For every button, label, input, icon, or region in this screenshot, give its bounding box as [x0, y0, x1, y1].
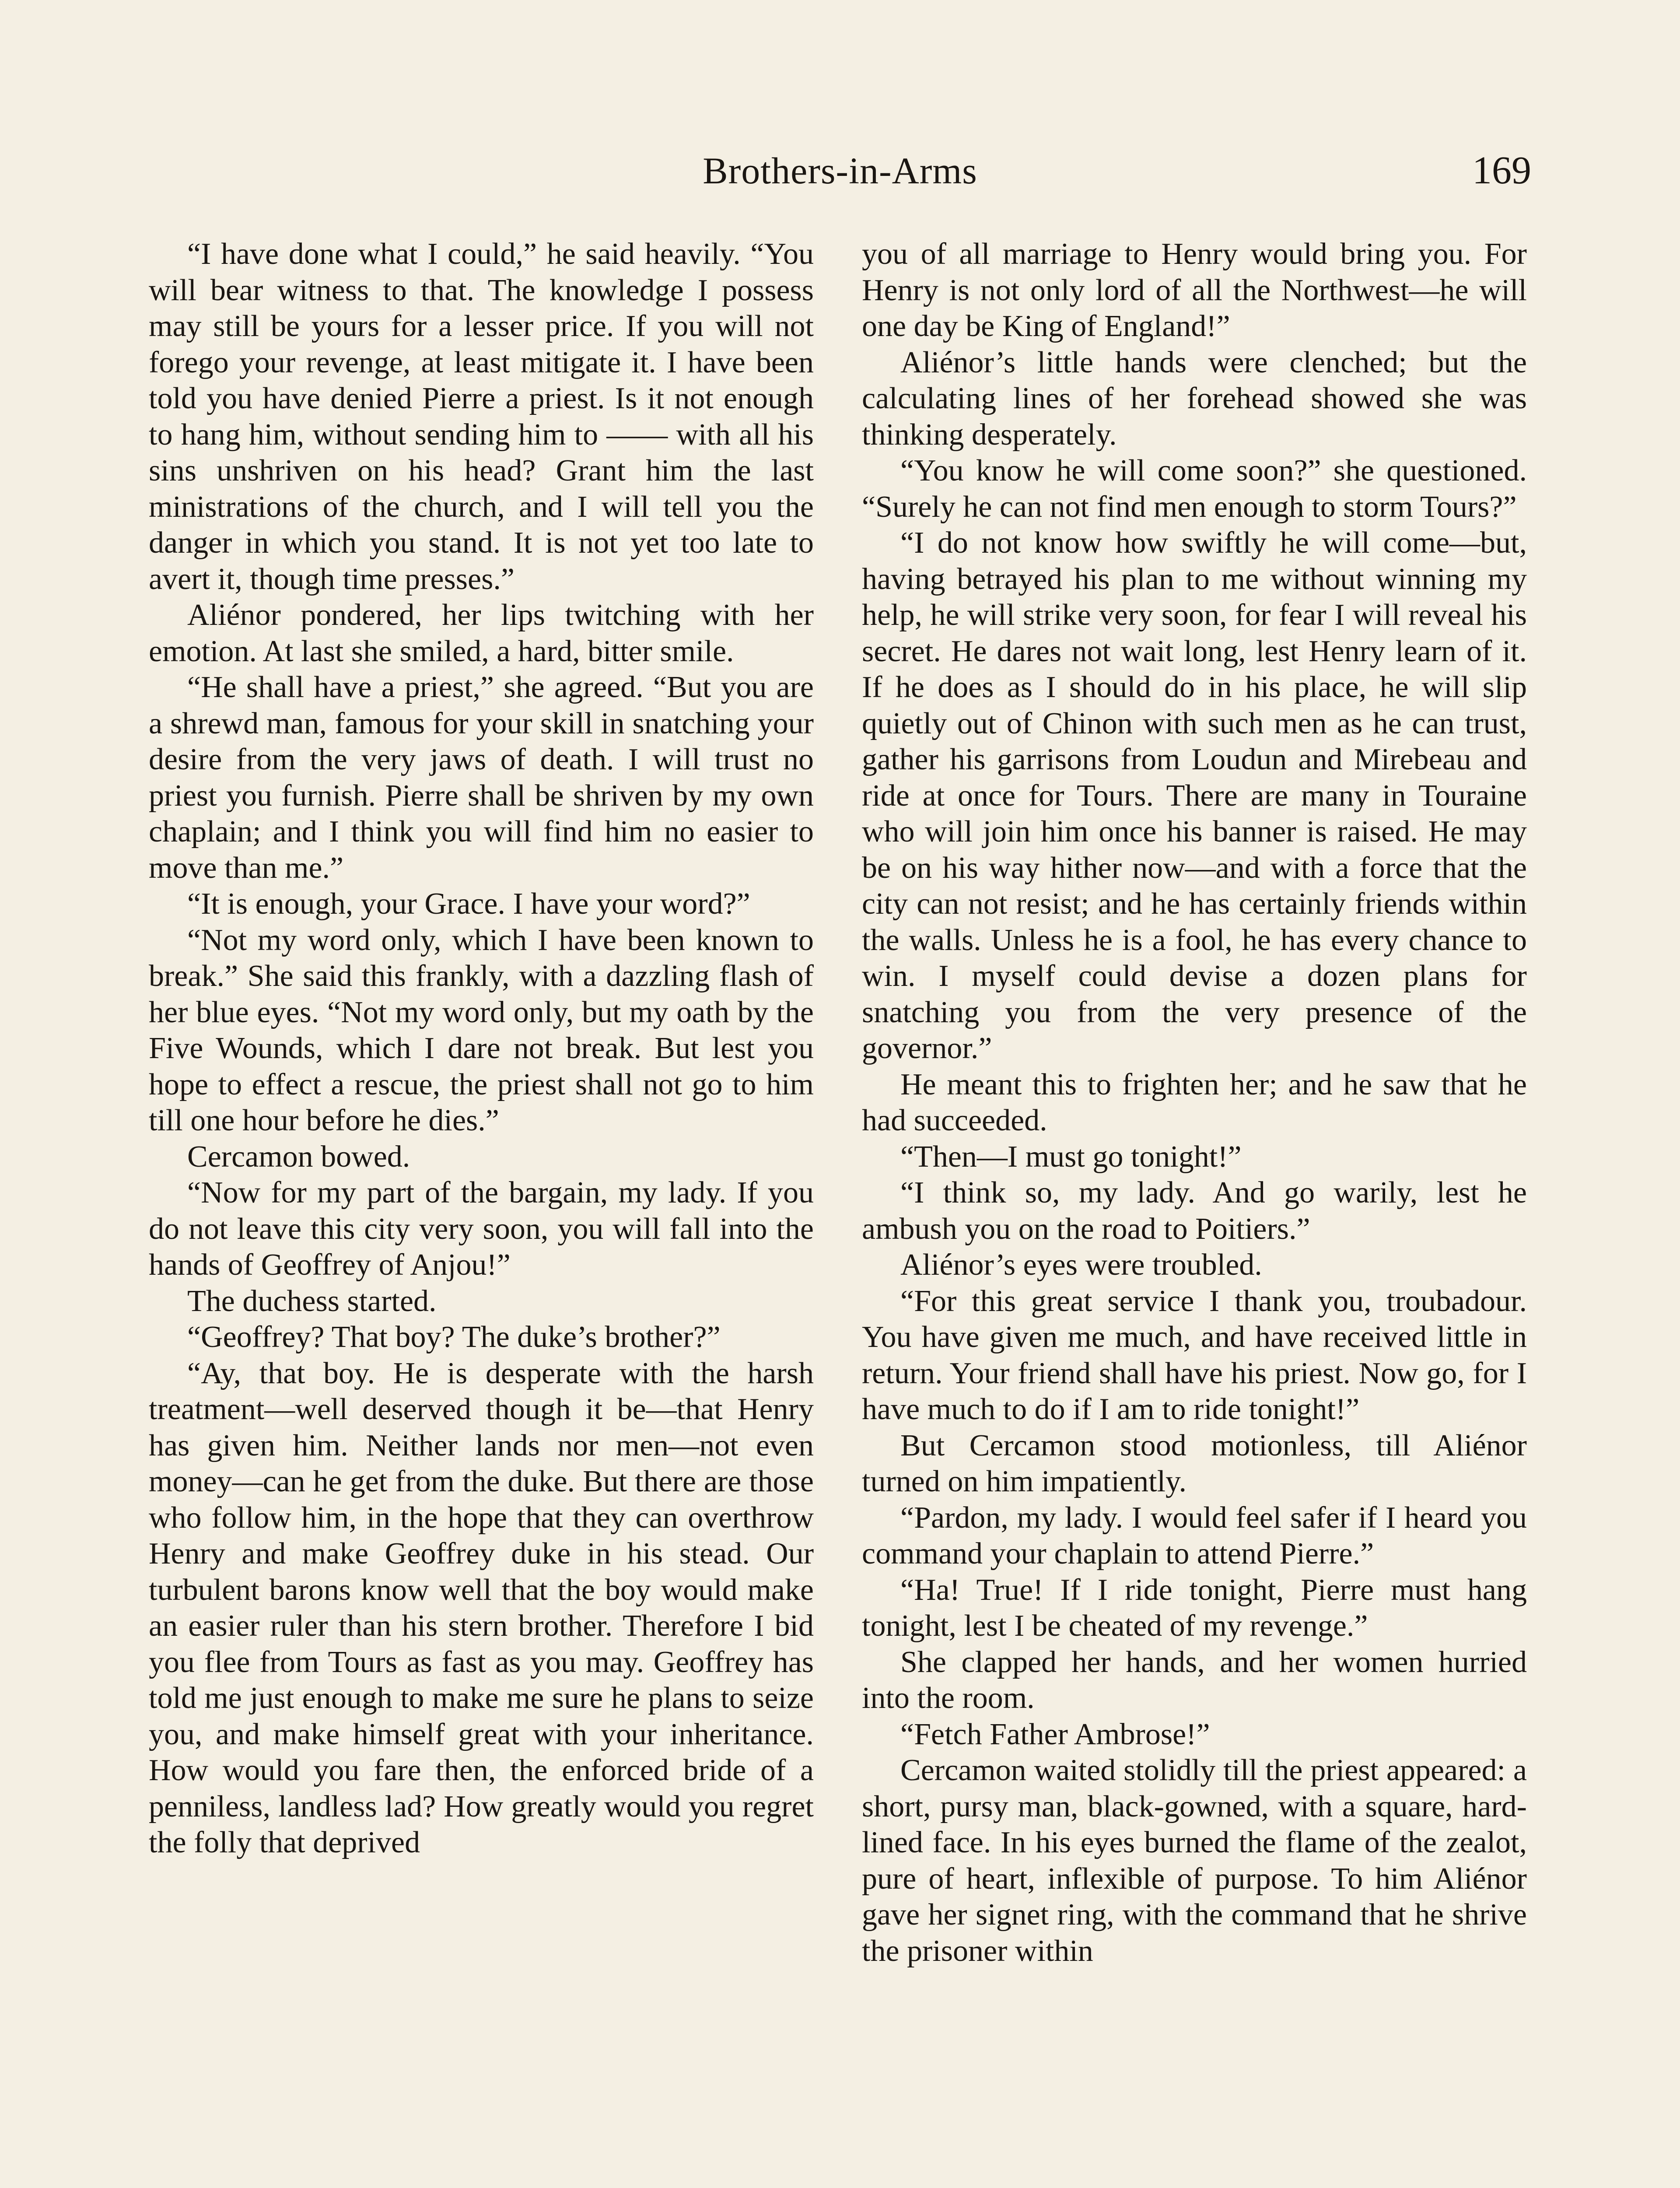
left-column — [149, 236, 814, 1861]
running-title: Brothers-in-Arms — [703, 150, 977, 192]
paragraph-continued: you of all marriage to Henry would bring you. For Henry is not only lord of all the Northwest—he will one day be King of England!” — [862, 237, 1527, 343]
paragraph: “I do not know how swiftly he will come—but, having betrayed his plan to me without winning my help, he will strike very soon, for fear I will reveal his secret. He dares not wait long, lest Henry learn of it. If he does as I should do in his place, he will slip quietly out of Chinon with such men as he can trust, gather his garrisons from Loudun and Mirebeau and ride at once for Tours. There are many in Touraine who will join him once his banner is raised. He may be on his way hither now—and with a force that the city can not resist; and he has certainly friends within the walls. Unless he is a fool, he has every chance to win. I myself could devise a dozen plans for snatching you from the very presence of the governor.” — [862, 526, 1527, 1065]
paragraph: “Now for my part of the bargain, my lady. If you do not leave this city very soon, you will fall into the hands of Geoffrey of Anjou!” — [149, 1176, 814, 1282]
paragraph: The duchess started. — [187, 1284, 437, 1318]
paragraph: But Cercamon stood motionless, till Aliénor turned on him impatiently. — [862, 1428, 1527, 1498]
paragraph: Aliénor’s little hands were clenched; but the calculating lines of her forehead showed she was thinking desperately. — [862, 345, 1527, 452]
paragraph: “Ha! True! If I ride tonight, Pierre must hang tonight, lest I be cheated of my revenge.” — [862, 1573, 1527, 1643]
paragraph: “Geoffrey? That boy? The duke’s brother?” — [187, 1320, 721, 1354]
page-number: 169 — [1472, 149, 1531, 192]
paragraph: Aliénor pondered, her lips twitching with her emotion. At last she smiled, a hard, bitter smile. — [149, 598, 814, 668]
paragraph: Cercamon bowed. — [187, 1140, 410, 1174]
paragraph: “I think so, my lady. And go warily, lest he ambush you on the road to Poitiers.” — [862, 1176, 1527, 1246]
paragraph: “Pardon, my lady. I would feel safer if I heard you command your chaplain to attend Pierre.” — [862, 1501, 1527, 1571]
paragraph: “He shall have a priest,” she agreed. “But you are a shrewd man, famous for your skill in snatching your desire from the very jaws of death. I will trust no priest you furnish. Pierre shall be shriven by my own chaplain; and I think you will find him no easier to move than me.” — [149, 670, 814, 885]
paragraph: “You know he will come soon?” she questioned. “Surely he can not find men enough to storm Tours?” — [862, 454, 1527, 524]
right-column — [862, 236, 1527, 1969]
paragraph: Aliénor’s eyes were troubled. — [900, 1248, 1262, 1282]
paragraph: She clapped her hands, and her women hurried into the room. — [862, 1645, 1527, 1715]
paragraph: “For this great service I thank you, troubadour. You have given me much, and have received little in return. Your friend shall have his priest. Now go, for I have much to do if I am to ride tonight!” — [862, 1284, 1527, 1426]
paragraph: Cercamon waited stolidly till the priest appeared: a short, pursy man, black-gowned, with a square, hard-lined face. In his eyes burned the flame of the zealot, pure of heart, inflexible of purpose. To him Aliénor gave her signet ring, with the command that he shrive the prisoner within — [862, 1753, 1527, 1968]
page-header — [0, 144, 1680, 197]
paragraph: “It is enough, your Grace. I have your word?” — [187, 887, 750, 921]
paragraph: “Not my word only, which I have been known to break.” She said this frankly, with a dazzling flash of her blue eyes. “Not my word only, but my oath by the Five Wounds, which I dare not break. But lest you hope to effect a rescue, the priest shall not go to him till one hour before he dies.” — [149, 923, 814, 1137]
paragraph: He meant this to frighten her; and he saw that he had succeeded. — [862, 1067, 1527, 1137]
paragraph: “Then—I must go tonight!” — [900, 1140, 1242, 1174]
paragraph: “I have done what I could,” he said heavily. “You will bear witness to that. The knowledge I possess may still be yours for a lesser price. If you will not forego your revenge, at least mitigate it. I have been told you have denied Pierre a priest. Is it not enough to hang him, without sending him to —— with all his sins unshriven on his head? Grant him the last ministrations of the church, and I will tell you the danger in which you stand. It is not yet too late to avert it, though time presses.” — [149, 237, 814, 596]
paragraph: “Ay, that boy. He is desperate with the harsh treatment—well deserved though it be—that Henry has given him. Neither lands nor men—not even money—can he get from the duke. But there are those who follow him, in the hope that they can overthrow Henry and make Geoffrey duke in his stead. Our turbulent barons know well that the boy would make an easier ruler than his stern brother. Therefore I bid you flee from Tours as fast as you may. Geoffrey has told me just enough to make me sure he plans to seize you, and make himself great with your inheritance. How would you fare then, the enforced bride of a penniless, landless lad? How greatly would you regret the folly that deprived — [149, 1356, 814, 1859]
paragraph: “Fetch Father Ambrose!” — [900, 1717, 1210, 1751]
